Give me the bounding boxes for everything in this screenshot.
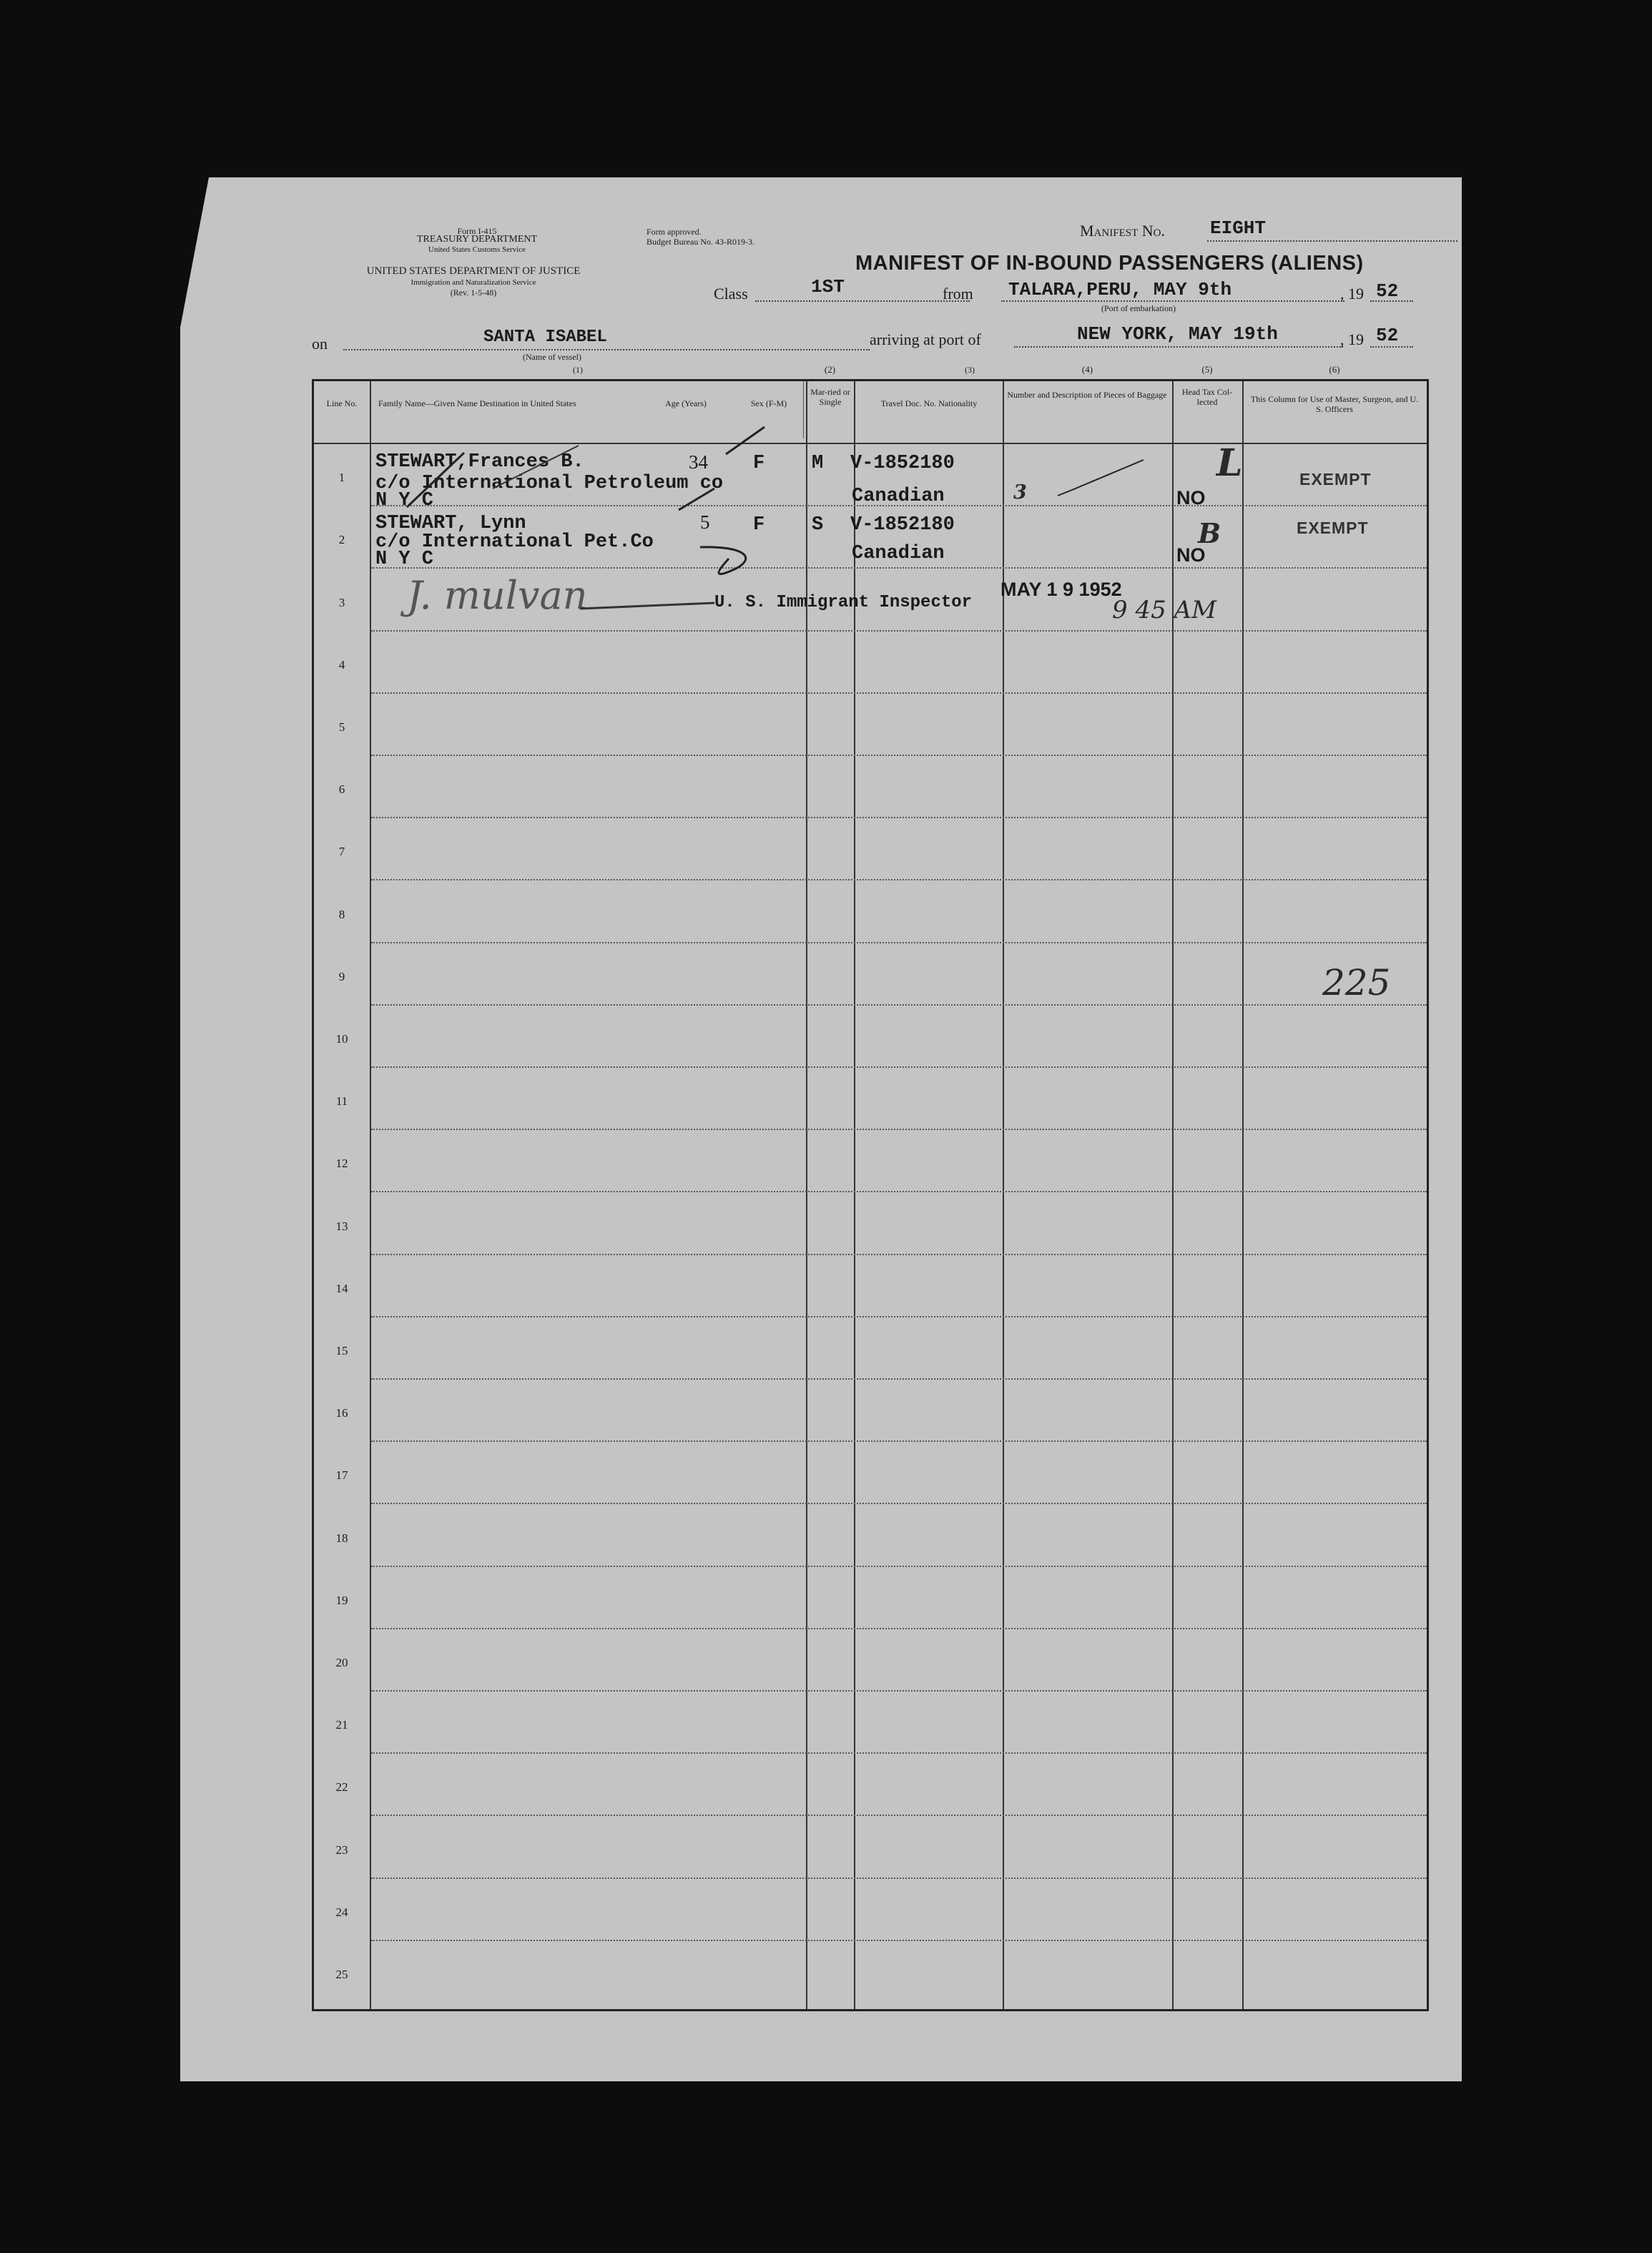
check-mark — [580, 603, 714, 609]
check-marks — [314, 381, 1427, 667]
line-number: 7 — [338, 845, 345, 859]
check-mark — [726, 427, 764, 454]
row-line — [371, 1378, 1427, 1380]
p1-destination: c/o International Petroleum co — [375, 473, 724, 494]
arriving-port: NEW YORK, MAY 19th — [1077, 323, 1278, 345]
header-age: Age (Years) — [665, 398, 707, 408]
header-baggage: Number and Description of Pieces of Baggage — [1007, 390, 1167, 400]
header-line-no: Line No. — [326, 398, 358, 408]
line-number: 15 — [335, 1344, 348, 1358]
from-line — [1001, 300, 1344, 302]
row-line — [371, 1878, 1427, 1879]
row-line — [371, 817, 1427, 818]
p1-destination-city: N Y C — [375, 490, 434, 511]
row-line — [371, 1254, 1427, 1255]
from-year-line — [1370, 300, 1413, 302]
row-line — [371, 1690, 1427, 1692]
p2-travel-doc: V-1852180 — [850, 514, 955, 536]
row-line — [371, 1815, 1427, 1816]
vessel-line — [343, 349, 870, 350]
row-line — [371, 1440, 1427, 1442]
check-mark — [493, 446, 579, 489]
line-number: 23 — [335, 1842, 348, 1857]
class-line — [755, 300, 970, 302]
header-officers: This Column for Use of Master, Surgeon, and U. S. Officers — [1250, 394, 1419, 414]
p2-nationality: Canadian — [852, 543, 945, 564]
row-line — [371, 1191, 1427, 1192]
row-line — [371, 1129, 1427, 1130]
colnum-headtax: (5) — [1201, 364, 1213, 375]
check-mark — [679, 489, 714, 510]
check-mark — [1058, 460, 1144, 496]
row-line — [371, 692, 1427, 694]
line-number: 18 — [335, 1531, 348, 1545]
on-label: on — [312, 335, 328, 353]
port-embarkation-caption: (Port of embarkation) — [1101, 303, 1176, 313]
header-name: Family Name—Given Name Destination in United States — [378, 398, 576, 408]
vessel-name: SANTA ISABEL — [483, 328, 607, 347]
col3-caption: (3) — [965, 365, 975, 375]
check-mark — [700, 547, 746, 574]
row-line — [371, 1628, 1427, 1629]
line-number: 22 — [335, 1780, 348, 1795]
inspector-signature: J. mulvan — [407, 573, 588, 618]
line-number: 21 — [335, 1718, 348, 1732]
vessel-caption: (Name of vessel) — [523, 352, 581, 362]
customs-service: United States Customs Service — [428, 245, 526, 254]
p1-officer-note: EXEMPT — [1299, 470, 1372, 489]
line-number: 17 — [335, 1468, 348, 1483]
margin-note: 225 — [1322, 962, 1391, 1003]
row-line — [371, 879, 1427, 880]
from-year-prefix: , 19 — [1340, 285, 1364, 303]
p2-name: STEWART, Lynn — [375, 513, 526, 534]
p2-headtax-mark: B — [1198, 517, 1221, 549]
line-number: 24 — [335, 1905, 348, 1919]
row-line — [371, 755, 1427, 756]
p1-name: STEWART,Frances B. — [375, 451, 584, 473]
colnum-baggage: (4) — [1081, 364, 1093, 375]
header-travel: Travel Doc. No. Nationality — [880, 398, 978, 408]
class-value: 1ST — [811, 276, 845, 298]
p1-age: 34 — [689, 451, 708, 473]
budget-bureau: Budget Bureau No. 43-R019-3. — [646, 237, 754, 247]
form-approved: Form approved. — [646, 227, 702, 237]
manifest-number-line — [1207, 240, 1457, 242]
header-headtax: Head Tax Col-lected — [1181, 387, 1233, 407]
manifest-label: Manifest No. — [1080, 222, 1165, 240]
p1-headtax: NO — [1176, 487, 1206, 509]
from-label: from — [943, 285, 973, 303]
revision: (Rev. 1-5-48) — [450, 288, 497, 298]
p1-married: M — [812, 453, 824, 474]
colnum-officers: (6) — [1329, 364, 1340, 375]
manifest-title: MANIFEST OF IN-BOUND PASSENGERS (ALIENS) — [855, 252, 1364, 275]
arriving-year-line — [1370, 346, 1413, 348]
p2-officer-note: EXEMPT — [1297, 519, 1369, 537]
line-number: 6 — [338, 782, 345, 797]
inspector-title: U. S. Immigrant Inspector — [714, 593, 973, 612]
p1-baggage: 3 — [1013, 481, 1027, 504]
line-number: 16 — [335, 1406, 348, 1420]
passenger-table — [312, 364, 1429, 2011]
p1-nationality: Canadian — [852, 486, 945, 507]
line-number: 14 — [335, 1281, 348, 1295]
line-number: 5 — [338, 720, 345, 735]
treasury-department: TREASURY DEPARTMENT — [416, 234, 538, 245]
p2-headtax: NO — [1176, 544, 1206, 566]
row-line — [371, 942, 1427, 943]
p1-travel-doc: V-1852180 — [850, 453, 955, 474]
row-line — [371, 1503, 1427, 1504]
torn-corner — [180, 177, 209, 328]
line-number: 4 — [338, 657, 345, 672]
line-number: 2 — [338, 533, 345, 547]
row-line — [371, 1066, 1427, 1068]
row-line — [371, 1316, 1427, 1317]
date-stamp: MAY 1 9 1952 — [1000, 579, 1122, 600]
col1-caption: (1) — [573, 365, 583, 375]
line-number: 10 — [335, 1032, 348, 1046]
p2-sex: F — [753, 514, 765, 536]
line-number: 13 — [335, 1219, 348, 1233]
p2-married: S — [812, 514, 824, 536]
colnum-married: (2) — [824, 364, 836, 375]
header-married: Mar-ried or Single — [810, 387, 850, 407]
arriving-year: 52 — [1376, 325, 1399, 346]
line-number: 3 — [338, 595, 345, 609]
header-sex: Sex (F-M) — [750, 398, 787, 408]
from-year: 52 — [1376, 280, 1399, 302]
line-number: 9 — [338, 969, 345, 983]
p2-destination: c/o International Pet.Co — [375, 531, 654, 553]
manifest-number: EIGHT — [1210, 217, 1267, 239]
line-number: 12 — [335, 1157, 348, 1171]
line-number: 8 — [338, 907, 345, 921]
row-line — [371, 1940, 1427, 1941]
line-number: 19 — [335, 1593, 348, 1607]
form-number: Form I-415 — [457, 226, 497, 236]
port-of-embarkation: TALARA,PERU, MAY 9th — [1008, 279, 1232, 300]
arriving-year-prefix: , 19 — [1340, 330, 1364, 348]
p2-destination-city: N Y C — [375, 549, 434, 570]
line-number: 11 — [335, 1094, 348, 1109]
row-line — [371, 1752, 1427, 1754]
p1-headtax-mark: L — [1216, 441, 1243, 485]
p1-sex: F — [753, 453, 765, 474]
check-mark — [407, 453, 464, 507]
time-note: 9 45 AM — [1112, 596, 1216, 624]
department-of-justice: UNITED STATES DEPARTMENT OF JUSTICE — [366, 265, 581, 277]
row-line — [371, 1566, 1427, 1567]
class-label: Class — [714, 285, 748, 303]
ins-label: Immigration and Naturalization Service — [410, 278, 536, 287]
row-line — [371, 1004, 1427, 1006]
arriving-line — [1014, 346, 1343, 348]
arriving-label: arriving at port of — [870, 330, 981, 348]
p2-age: 5 — [700, 511, 710, 533]
line-number: 1 — [338, 471, 345, 485]
line-number: 25 — [335, 1968, 348, 1982]
line-number: 20 — [335, 1656, 348, 1670]
